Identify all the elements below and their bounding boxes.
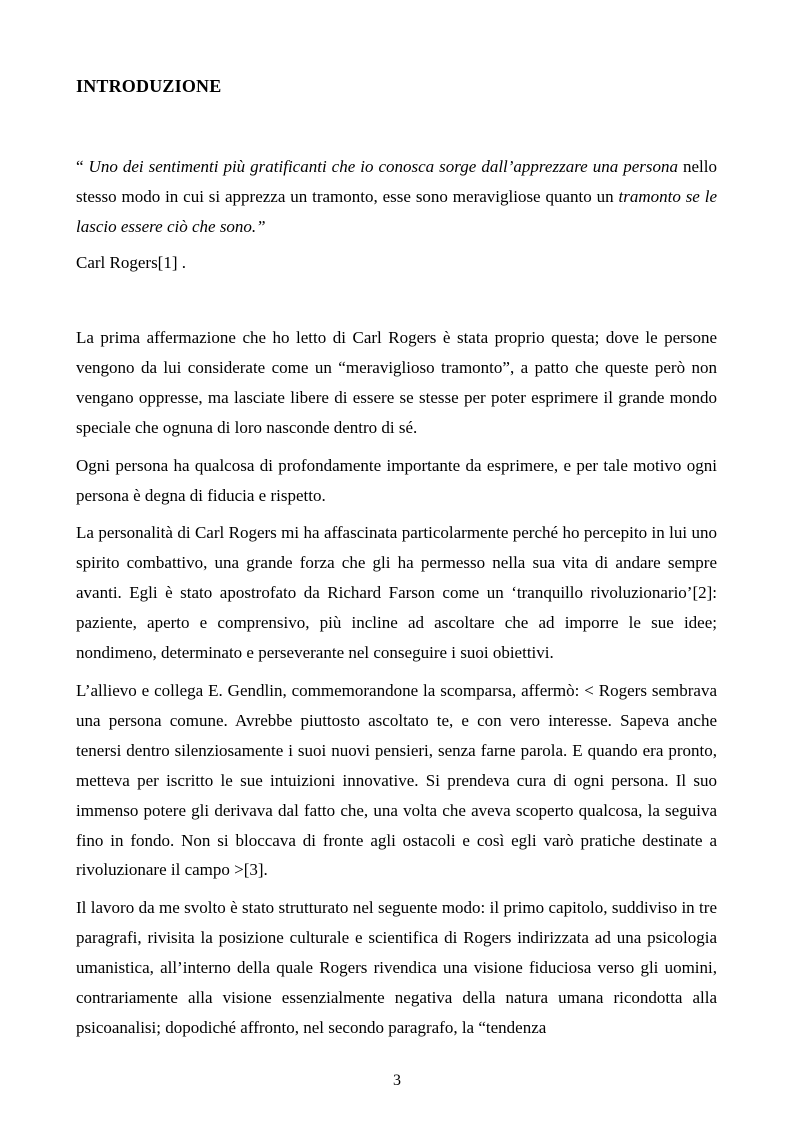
paragraph: La prima affermazione che ho letto di Carl Rogers è stata proprio questa; dove le persone vengono da lui considerate come un “meraviglioso tramonto”, a patto che queste però non vengano oppresse, ma lasciate libere di essere se stesse per poter esprimere il grande mondo speciale che ognuna di loro nasconde dentro di sé.: [76, 328, 717, 437]
paragraph: L’allievo e collega E. Gendlin, commemorandone la scomparsa, affermò: < Rogers sembrava una persona comune. Avrebbe piuttosto ascoltato te, e con vero interesse. Sapeva anche tenersi dentro silenziosamente i suoi nuovi pensieri, senza farne parola. E quando era pronto, metteva per iscritto le sue intuizioni innovative. Si prendeva cura di ogni persona. Il suo immenso potere gli derivava dal fatto che, una volta che aveva scoperto qualcosa, la seguiva fino in fondo. Non si bloccava di fronte agli ostacoli e così egli varò pratiche destinate a rivoluzionare il campo >[3].: [76, 680, 717, 880]
quote-attribution: Carl Rogers[1] .: [76, 253, 187, 272]
paragraph: La personalità di Carl Rogers mi ha affascinata particolarmente perché ho percepito in lui uno spirito combattivo, una grande forza che gli ha permesso nella sua vita di andare sempre avanti. Egli è stato apostrofato da Richard Farson come un ‘tranquillo rivoluzionario’[2]: paziente, aperto e comprensivo, più incline ad ascoltare che ad imporre le sue idee; nondimeno, determinato e perseverante nel conseguire i suoi obiettivi.: [76, 523, 717, 663]
page-number: 3: [393, 1072, 401, 1089]
epigraph-quote: [76, 152, 717, 242]
quote-text-italic-2: tramonto se le lascio essere ciò che sono.”: [76, 187, 717, 236]
quote-open-mark: “: [76, 157, 89, 176]
quote-text-regular: nello stesso modo in cui si apprezza un tramonto, esse sono meravigliose quanto un: [76, 157, 717, 206]
paragraph: Il lavoro da me svolto è stato strutturato nel seguente modo: il primo capitolo, suddiviso in tre paragrafi, rivisita la posizione culturale e scientifica di Rogers indirizzata ad una psicologia umanistica, all’interno della quale Rogers rivendica una visione fiduciosa verso gli uomini, contrariamente alla visione essenzialmente negativa della natura umana ricondotta alla psicoanalisi; dopodiché affronto, nel secondo paragrafo, la “tendenza: [76, 898, 717, 1037]
body-text: [76, 323, 717, 1051]
quote-text-italic-1: Uno dei sentimenti più gratificanti che io conosca sorge dall’apprezzare una persona: [88, 157, 678, 176]
paragraph: Ogni persona ha qualcosa di profondamente importante da esprimere, e per tale motivo ogni persona è degna di fiducia e rispetto.: [76, 455, 717, 505]
section-heading: INTRODUZIONE: [76, 76, 222, 96]
